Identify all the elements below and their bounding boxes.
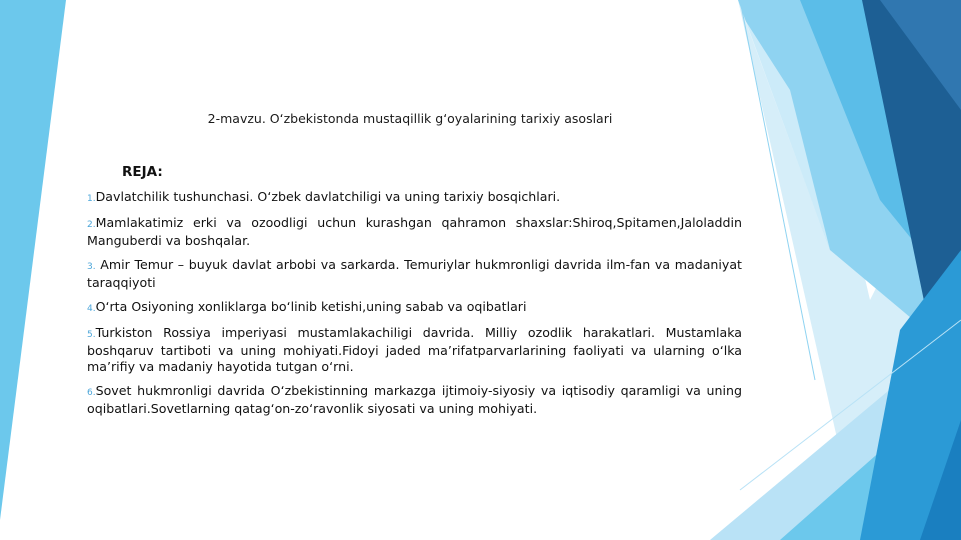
item-number: 1. (87, 194, 96, 204)
item-text: Davlatchilik tushunchasi. O‘zbek davlatchiligi va uning tarixiy bosqichlari. (95, 189, 561, 204)
plan-item (87, 325, 742, 375)
item-text: Turkiston Rossiya imperiyasi mustamlakachiligi davrida. Milliy ozodlik harakatlari. Mustamlaka boshqaruv tartiboti va uning mohiyati.Fidoyi jaded ma’rifatparvarlarining faoliyati va ularning o‘lka ma’rifiy va madaniy hayotida tutgan o‘rni. (87, 325, 742, 374)
item-text: Mamlakatimiz erki va ozoodligi uchun kurashgan qahramon shaxslar:Shiroq,Spitamen,Jaloladdin Manguberdi va boshqalar. (87, 215, 742, 248)
plan-item (87, 383, 742, 417)
item-number: 3. (87, 262, 96, 272)
plan-item (87, 299, 742, 317)
slide-title: 2-mavzu. O‘zbekistonda mustaqillik g‘oyalarining tarixiy asoslari (207, 111, 613, 126)
item-number: 6. (87, 388, 96, 398)
plan-heading: REJA: (122, 164, 163, 180)
item-number: 4. (87, 304, 96, 314)
plan-list (87, 189, 742, 425)
item-number: 5. (87, 330, 96, 340)
item-text: Sovet hukmronligi davrida O‘zbekistinning markazga ijtimoiy-siyosiy va iqtisodiy qaramligi va uning oqibatlari.Sovetlarning qatag‘on-zo‘ravonlik siyosati va uning mohiyati. (87, 383, 742, 416)
item-number: 2. (87, 220, 96, 230)
item-text: O‘rta Osiyoning xonliklarga bo‘linib ketishi,uning sabab va oqibatlari (95, 299, 527, 314)
item-text: Amir Temur – buyuk davlat arbobi va sarkarda. Temuriylar hukmronligi davrida ilm-fan va madaniyat taraqqiyoti (87, 257, 742, 290)
plan-item (87, 189, 742, 207)
plan-item (87, 257, 742, 291)
plan-item (87, 215, 742, 249)
